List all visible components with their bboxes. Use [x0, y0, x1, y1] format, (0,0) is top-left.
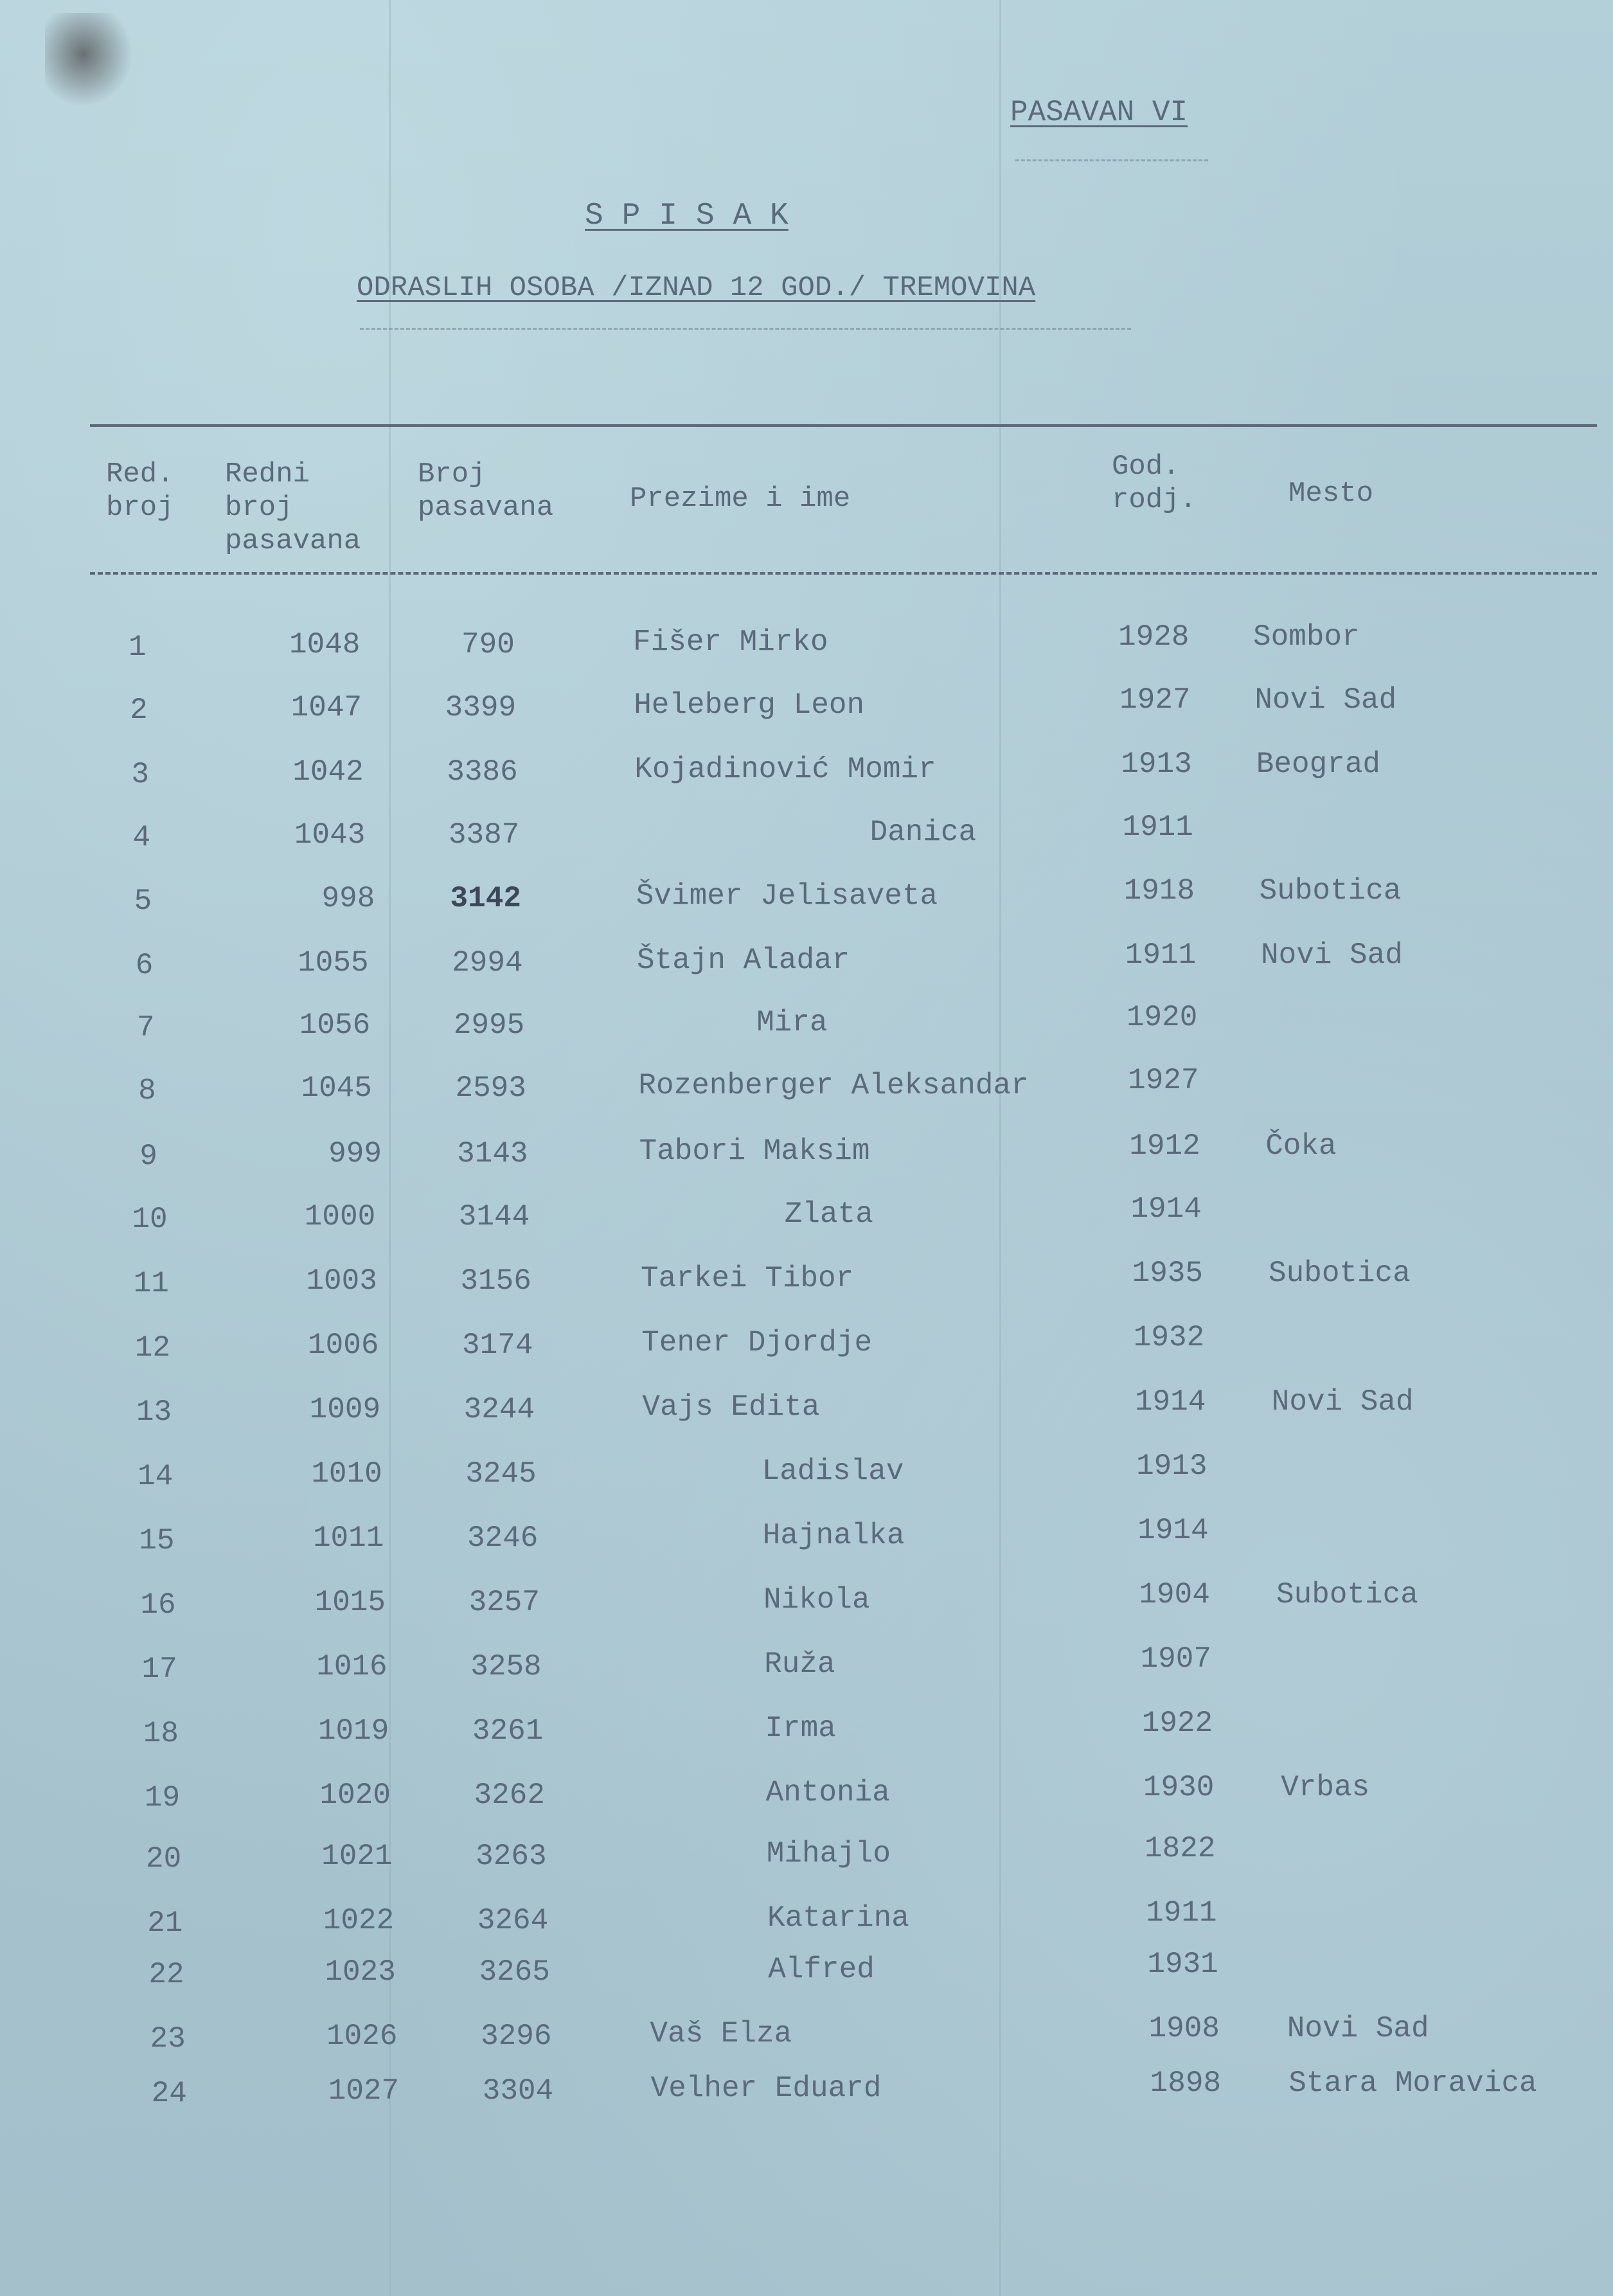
person-name: Hajnalka [762, 1519, 905, 1552]
broj-pasavana: 3257 [468, 1586, 540, 1619]
broj-pasavana: 3264 [477, 1904, 549, 1937]
birth-place: Novi Sad [1254, 683, 1397, 717]
person-name: Kojadinović Momir [634, 753, 936, 786]
birth-place: Vrbas [1281, 1771, 1370, 1804]
birth-place: Subotica [1259, 874, 1402, 908]
row-number: 5 [134, 884, 152, 918]
person-name: Ladislav [762, 1455, 904, 1488]
redni-broj-pasavana: 1015 [314, 1586, 386, 1619]
redni-broj-pasavana: 1006 [308, 1329, 379, 1362]
redni-broj-pasavana: 1022 [323, 1904, 395, 1937]
broj-pasavana: 3265 [479, 1955, 550, 1989]
row-number: 7 [136, 1011, 155, 1045]
person-name: Danica [869, 816, 977, 849]
header-red-broj: Red. broj [106, 458, 174, 524]
paper-fold [999, 0, 1001, 2296]
birth-place: Novi Sad [1287, 2012, 1429, 2045]
birth-year: 1822 [1145, 1832, 1216, 1865]
birth-year: 1930 [1143, 1771, 1215, 1804]
person-name: Švimer Jelisaveta [636, 879, 938, 913]
broj-pasavana: 2995 [453, 1009, 525, 1042]
person-name: Tener Djordje [641, 1326, 873, 1359]
row-number: 12 [134, 1331, 170, 1365]
birth-year: 1914 [1130, 1192, 1202, 1226]
document-subtitle: ODRASLIH OSOBA /IZNAD 12 GOD./ TREMOVINA [357, 272, 1036, 304]
row-number: 23 [150, 2022, 186, 2056]
birth-year: 1914 [1137, 1514, 1209, 1547]
redni-broj-pasavana: 1016 [316, 1650, 388, 1683]
redni-broj-pasavana: 1055 [298, 946, 369, 980]
birth-year: 1932 [1133, 1321, 1205, 1354]
birth-year: 1908 [1148, 2012, 1220, 2045]
person-name: Zlata [784, 1197, 873, 1231]
birth-year: 1935 [1132, 1257, 1204, 1290]
row-number: 3 [131, 758, 149, 791]
redni-broj-pasavana: 1021 [321, 1840, 393, 1873]
row-number: 17 [141, 1653, 177, 1686]
birth-year: 1918 [1123, 874, 1195, 908]
row-number: 15 [139, 1524, 175, 1557]
redni-broj-pasavana: 1026 [326, 2020, 398, 2053]
header-redni-broj-pasavana: Redni broj pasavana [225, 458, 361, 557]
document-title: S P I S A K [585, 199, 789, 233]
reference-label: PASAVAN VI [1010, 96, 1188, 129]
table-top-rule [90, 424, 1597, 427]
person-name: Katarina [767, 1901, 909, 1935]
redni-broj-pasavana: 999 [328, 1137, 382, 1170]
birth-year: 1928 [1118, 620, 1190, 654]
person-name: Fišer Mirko [633, 625, 828, 659]
row-number: 6 [135, 949, 154, 982]
row-number: 8 [138, 1074, 156, 1108]
birth-year: 1913 [1121, 748, 1192, 781]
birth-year: 1913 [1136, 1449, 1208, 1483]
redni-broj-pasavana: 998 [321, 882, 375, 915]
broj-pasavana: 3263 [476, 1840, 547, 1873]
row-number: 4 [132, 821, 151, 854]
birth-year: 1912 [1129, 1129, 1200, 1163]
birth-year: 1927 [1128, 1064, 1199, 1097]
broj-pasavana: 790 [461, 628, 515, 661]
broj-pasavana: 3258 [470, 1650, 542, 1683]
header-mesto: Mesto [1288, 478, 1374, 510]
row-number: 22 [148, 1958, 184, 1991]
birth-place: Novi Sad [1261, 938, 1403, 972]
table-header-rule [90, 572, 1597, 575]
person-name: Irma [765, 1712, 836, 1745]
person-name: Rozenberger Aleksandar [638, 1069, 1029, 1102]
broj-pasavana: 3244 [463, 1393, 535, 1426]
broj-pasavana: 3245 [465, 1457, 537, 1491]
broj-pasavana: 3304 [482, 2074, 554, 2108]
person-name: Heleberg Leon [634, 688, 865, 722]
redni-broj-pasavana: 1020 [319, 1779, 391, 1812]
row-number: 2 [130, 694, 148, 727]
birth-place: Beograd [1256, 748, 1381, 781]
broj-pasavana: 3174 [462, 1329, 533, 1362]
birth-year: 1920 [1126, 1001, 1198, 1034]
birth-place: Subotica [1269, 1257, 1411, 1290]
redni-broj-pasavana: 1000 [304, 1200, 376, 1233]
person-name: Alfred [768, 1953, 875, 1986]
broj-pasavana: 3262 [474, 1779, 545, 1812]
paper-fold [389, 0, 391, 2296]
redni-broj-pasavana: 1047 [290, 691, 362, 724]
person-name: Vajs Edita [642, 1390, 820, 1424]
redni-broj-pasavana: 1042 [292, 755, 364, 789]
subtitle-dashed-line [360, 328, 1131, 330]
person-name: Mihajlo [766, 1837, 891, 1870]
row-number: 16 [140, 1588, 176, 1622]
broj-pasavana: 3246 [467, 1521, 539, 1555]
header-prezime-ime: Prezime i ime [630, 483, 851, 515]
broj-pasavana: 3386 [447, 755, 518, 789]
redni-broj-pasavana: 1023 [325, 1955, 396, 1989]
row-number: 19 [144, 1781, 181, 1815]
birth-year: 1911 [1146, 1896, 1217, 1930]
row-number: 24 [151, 2077, 187, 2110]
row-number: 14 [138, 1460, 174, 1493]
broj-pasavana: 3143 [457, 1137, 528, 1170]
redni-broj-pasavana: 1011 [312, 1521, 384, 1555]
birth-year: 1898 [1150, 2067, 1222, 2100]
row-number: 13 [136, 1395, 172, 1429]
person-name: Vaš Elza [650, 2017, 792, 2050]
reference-underline [1015, 159, 1208, 161]
broj-pasavana: 2593 [455, 1072, 526, 1105]
row-number: 18 [143, 1717, 179, 1750]
person-name: Velher Eduard [650, 2072, 882, 2105]
person-name: Nikola [763, 1583, 870, 1617]
broj-pasavana: 3399 [445, 691, 517, 724]
birth-place: Stara Moravica [1288, 2067, 1537, 2100]
birth-year: 1904 [1139, 1578, 1210, 1611]
broj-pasavana: 3261 [472, 1714, 544, 1748]
birth-year: 1927 [1119, 683, 1191, 717]
row-number: 11 [133, 1267, 169, 1300]
person-name: Štajn Aladar [637, 944, 850, 977]
person-name: Mira [756, 1006, 828, 1039]
row-number: 20 [146, 1842, 182, 1876]
ink-stain [45, 13, 141, 116]
broj-pasavana: 3144 [458, 1200, 530, 1233]
redni-broj-pasavana: 1045 [301, 1072, 372, 1105]
birth-year: 1907 [1140, 1642, 1211, 1676]
header-god-rodj: God. rodj. [1112, 451, 1197, 516]
redni-broj-pasavana: 1003 [306, 1264, 377, 1298]
broj-pasavana: 3296 [481, 2020, 552, 2053]
person-name: Tabori Maksim [639, 1135, 870, 1168]
row-number: 9 [139, 1140, 157, 1173]
redni-broj-pasavana: 1056 [299, 1009, 371, 1042]
person-name: Antonia [765, 1776, 890, 1809]
person-name: Ruža [764, 1647, 835, 1681]
birth-place: Sombor [1253, 620, 1360, 654]
broj-pasavana: 2994 [452, 946, 523, 980]
broj-pasavana: 3387 [448, 818, 520, 852]
redni-broj-pasavana: 1043 [294, 818, 366, 852]
row-number: 1 [129, 631, 147, 664]
broj-pasavana: 3156 [460, 1264, 531, 1298]
row-number: 21 [147, 1906, 183, 1940]
redni-broj-pasavana: 1048 [289, 628, 361, 661]
birth-year: 1931 [1147, 1948, 1218, 1981]
birth-year: 1911 [1125, 938, 1197, 972]
birth-place: Subotica [1276, 1578, 1418, 1611]
birth-year: 1914 [1134, 1385, 1206, 1419]
birth-place: Čoka [1265, 1129, 1337, 1163]
redni-broj-pasavana: 1027 [328, 2074, 400, 2108]
header-broj-pasavana: Broj pasavana [418, 458, 554, 524]
redni-broj-pasavana: 1010 [311, 1457, 382, 1491]
row-number: 10 [132, 1203, 168, 1236]
birth-place: Novi Sad [1271, 1385, 1414, 1419]
broj-pasavana: 3142 [450, 882, 521, 915]
redni-broj-pasavana: 1009 [309, 1393, 381, 1426]
birth-year: 1911 [1122, 811, 1193, 844]
person-name: Tarkei Tibor [641, 1262, 854, 1295]
redni-broj-pasavana: 1019 [317, 1714, 389, 1748]
birth-year: 1922 [1141, 1707, 1213, 1740]
